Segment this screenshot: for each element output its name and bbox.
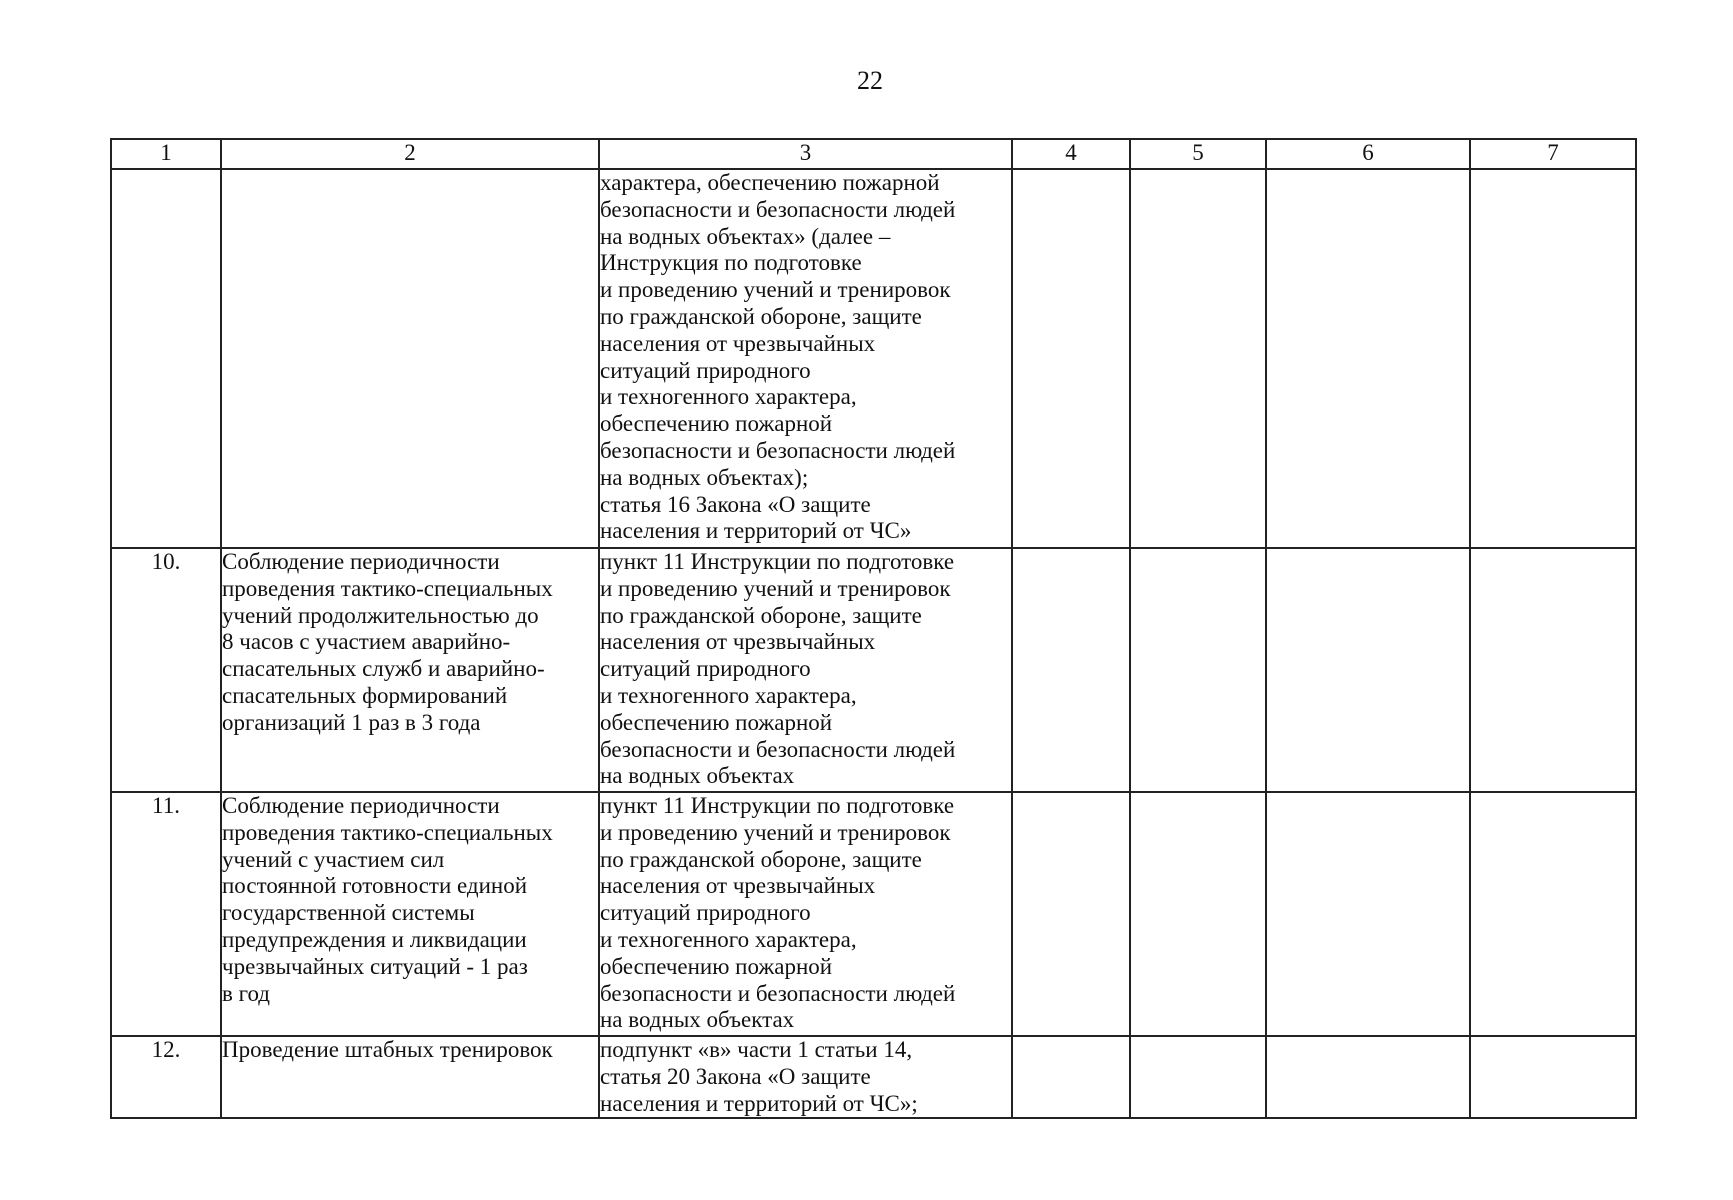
empty-cell (1130, 548, 1266, 792)
legal-reference: характера, обеспечению пожарной безопасности и безопасности людей на водных объектах» (далее – Инструкция по подготовке и проведению учений и тренировок по гражданской обороне, защите населения от чрезвычайных ситуаций природного и техногенного характера, обеспечению пожарной безопасности и безопасности людей на водных объектах); статья 16 Закона «О защите населения и территорий от ЧС» (599, 169, 1012, 548)
empty-cell (1012, 1036, 1130, 1118)
page-number: 22 (857, 66, 883, 95)
empty-cell (1470, 792, 1636, 1036)
empty-cell (1470, 548, 1636, 792)
table-row (111, 1036, 1636, 1118)
empty-cell (1470, 169, 1636, 548)
requirement-text: Проведение штабных тренировок (221, 1036, 599, 1118)
column-header: 4 (1012, 139, 1130, 169)
column-header: 5 (1130, 139, 1266, 169)
empty-cell (1012, 548, 1130, 792)
column-header: 7 (1470, 139, 1636, 169)
requirement-text: Соблюдение периодичности проведения тактико-специальных учений продолжительностью до 8 часов с участием аварийно- спасательных служб и аварийно- спасательных формирований организаций 1 раз в 3 года (221, 548, 599, 792)
row-number: 10. (111, 548, 221, 792)
table-row (111, 792, 1636, 1036)
empty-cell (1266, 792, 1470, 1036)
requirement-text (221, 169, 599, 548)
empty-cell (1470, 1036, 1636, 1118)
column-header: 3 (599, 139, 1012, 169)
table-row (111, 548, 1636, 792)
empty-cell (1266, 548, 1470, 792)
header-row (111, 139, 1636, 169)
column-header: 1 (111, 139, 221, 169)
requirement-text: Соблюдение периодичности проведения тактико-специальных учений с участием сил постоянной готовности единой государственной системы предупреждения и ликвидации чрезвычайных ситуаций - 1 раз в год (221, 792, 599, 1036)
empty-cell (1130, 1036, 1266, 1118)
table-row (111, 169, 1636, 548)
requirements-table (110, 138, 1637, 1119)
legal-reference: пункт 11 Инструкции по подготовке и проведению учений и тренировок по гражданской обороне, защите населения от чрезвычайных ситуаций природного и техногенного характера, обеспечению пожарной безопасности и безопасности людей на водных объектах (599, 792, 1012, 1036)
legal-reference: подпункт «в» части 1 статьи 14, статья 20 Закона «О защите населения и территорий от ЧС»; (599, 1036, 1012, 1118)
row-number: 12. (111, 1036, 221, 1118)
row-number (111, 169, 221, 548)
legal-reference: пункт 11 Инструкции по подготовке и проведению учений и тренировок по гражданской обороне, защите населения от чрезвычайных ситуаций природного и техногенного характера, обеспечению пожарной безопасности и безопасности людей на водных объектах (599, 548, 1012, 792)
empty-cell (1130, 792, 1266, 1036)
empty-cell (1266, 169, 1470, 548)
column-header: 2 (221, 139, 599, 169)
empty-cell (1266, 1036, 1470, 1118)
empty-cell (1012, 792, 1130, 1036)
row-number: 11. (111, 792, 221, 1036)
empty-cell (1130, 169, 1266, 548)
empty-cell (1012, 169, 1130, 548)
column-header: 6 (1266, 139, 1470, 169)
